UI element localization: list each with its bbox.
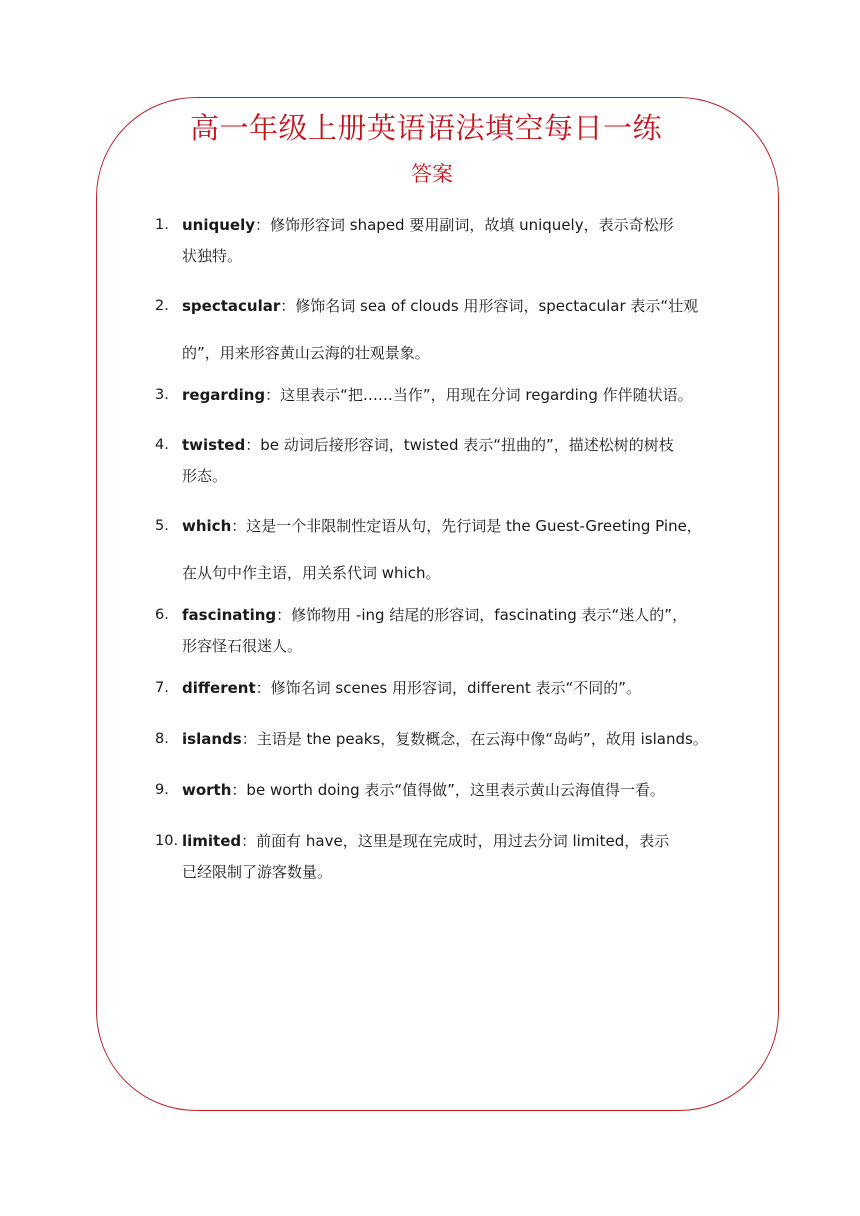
answer-explanation: ：修饰名词 sea of clouds 用形容词，spectacular 表示“壮观 — [280, 297, 699, 315]
answer-item — [155, 430, 733, 492]
item-body — [182, 673, 733, 704]
item-number: 7. — [155, 680, 169, 696]
answer-item — [155, 283, 733, 377]
answer-word: different — [182, 679, 256, 697]
item-body — [182, 724, 733, 755]
item-body — [182, 430, 733, 492]
answer-item — [155, 380, 733, 411]
item-number: 9. — [155, 782, 169, 798]
item-body — [182, 600, 733, 662]
item-number: 5. — [155, 518, 169, 534]
answer-explanation: ：主语是 the peaks，复数概念，在云海中像“岛屿”，故用 islands。 — [241, 730, 708, 748]
answer-explanation: ：be worth doing 表示“值得做”，这里表示黄山云海值得一看。 — [231, 781, 665, 799]
answer-word: uniquely — [182, 216, 256, 234]
answer-explanation: ：这是一个非限制性定语从句，先行词是 the Guest-Greeting Pine， — [231, 517, 702, 535]
answer-item — [155, 210, 733, 272]
answer-word: spectacular — [182, 297, 281, 315]
answer-word: which — [182, 517, 232, 535]
answer-explanation: ：前面有 have，这里是现在完成时，用过去分词 limited，表示 — [241, 832, 670, 850]
item-number: 3. — [155, 387, 169, 403]
item-body — [182, 380, 733, 411]
answer-explanation: ：这里表示“把……当作”，用现在分词 regarding 作伴随状语。 — [265, 386, 693, 404]
item-number: 2. — [155, 298, 169, 314]
answer-word: islands — [182, 730, 242, 748]
answer-item — [155, 600, 733, 662]
answer-explanation-cont: 已经限制了游客数量。 — [182, 863, 333, 881]
item-body — [182, 503, 733, 597]
item-body — [182, 283, 733, 377]
answer-item — [155, 724, 733, 755]
item-number: 4. — [155, 437, 169, 453]
answer-item — [155, 826, 733, 888]
answer-explanation-cont: 在从句中作主语，用关系代词 which。 — [182, 564, 441, 582]
answer-item — [155, 775, 733, 806]
answer-explanation: ：修饰物用 -ing 结尾的形容词，fascinating 表示“迷人的”， — [276, 606, 688, 624]
answer-word: fascinating — [182, 606, 277, 624]
answer-explanation-cont: 形容怪石很迷人。 — [182, 637, 303, 655]
answer-word: twisted — [182, 436, 246, 454]
item-body — [182, 826, 733, 888]
item-number: 8. — [155, 731, 169, 747]
item-number: 6. — [155, 607, 169, 623]
answer-word: worth — [182, 781, 232, 799]
answer-item — [155, 673, 733, 704]
answer-explanation-cont: 状独特。 — [182, 247, 243, 265]
answer-explanation: ：修饰名词 scenes 用形容词，different 表示“不同的”。 — [255, 679, 642, 697]
item-number: 10. — [155, 833, 179, 849]
answer-explanation-cont: 形态。 — [182, 467, 228, 485]
item-number: 1. — [155, 217, 169, 233]
page-title: 高一年级上册英语语法填空每日一练 — [189, 111, 662, 145]
item-body — [182, 775, 733, 806]
answer-word: regarding — [182, 386, 266, 404]
answer-explanation: ：修饰形容词 shaped 要用副词，故填 uniquely，表示奇松形 — [255, 216, 674, 234]
page-subtitle: 答案 — [411, 162, 453, 186]
item-body — [182, 210, 733, 272]
answer-word: limited — [182, 832, 242, 850]
answer-explanation: ：be 动词后接形容词，twisted 表示“扭曲的”，描述松树的树枝 — [245, 436, 674, 454]
answer-item — [155, 503, 733, 597]
answer-explanation-cont: 的”，用来形容黄山云海的壮观景象。 — [182, 344, 430, 362]
